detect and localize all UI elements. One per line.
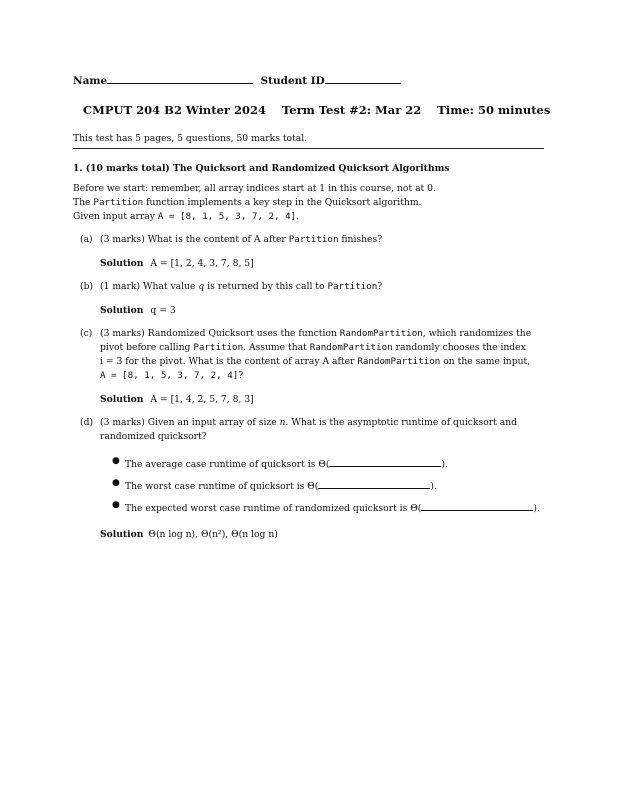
course-header bbox=[83, 103, 550, 117]
solution-label: Solution bbox=[100, 305, 144, 316]
partition-code: Partition bbox=[93, 197, 144, 208]
q1d-bullet-3 bbox=[125, 499, 540, 514]
student-id-blank[interactable] bbox=[325, 72, 401, 84]
q1a-text bbox=[100, 234, 382, 245]
q1d-l1-a: (3 marks) Given an input array of size bbox=[100, 417, 280, 428]
q1c-l3-a: i = 3 for the pivot. What is the content of array A after bbox=[100, 356, 358, 367]
q1c-solution bbox=[100, 394, 254, 405]
header-divider bbox=[73, 148, 544, 149]
random-partition-code: RandomPartition bbox=[309, 342, 393, 353]
randomized-worst-case-blank[interactable] bbox=[421, 499, 533, 511]
q1d-l1-b: . What is the asymptotic runtime of quicksort and bbox=[285, 417, 518, 428]
q1c-l4-b: ? bbox=[238, 370, 244, 381]
q1b-text-a: (1 mark) What value bbox=[100, 281, 199, 292]
q1b-text-c: ? bbox=[377, 281, 383, 292]
q1-intro-line-2 bbox=[73, 197, 421, 208]
random-partition-code: RandomPartition bbox=[357, 356, 441, 367]
q1c-line-3 bbox=[100, 356, 530, 367]
bullet-3-dot: ● bbox=[112, 500, 120, 510]
intro2-text: The bbox=[73, 197, 94, 208]
bullet-3-text: The expected worst case runtime of randomized quicksort is Θ( bbox=[125, 503, 422, 514]
q1a-text-b: finishes? bbox=[338, 234, 383, 245]
q1c-l2-a: pivot before calling bbox=[100, 342, 194, 353]
course-title: CMPUT 204 B2 Winter 2024 bbox=[83, 103, 266, 117]
q1c-l1-b: , which randomizes the bbox=[422, 328, 532, 339]
q1a-label: (a) bbox=[80, 234, 93, 245]
q1c-l1-a: (3 marks) Randomized Quicksort uses the function bbox=[100, 328, 340, 339]
intro3-text: Given input array bbox=[73, 211, 158, 222]
q1c-line-4 bbox=[100, 370, 243, 381]
q1a-answer: A = [1, 2, 4, 3, 7, 8, 5] bbox=[150, 258, 254, 269]
q1c-l2-b: . Assume that bbox=[243, 342, 310, 353]
q1d-var: n bbox=[279, 417, 286, 428]
q1-intro-line-1: Before we start: remember, all array indices start at 1 in this course, not at 0. bbox=[73, 183, 436, 194]
q1b-text-b: is returned by this call to bbox=[204, 281, 328, 292]
solution-label: Solution bbox=[100, 258, 144, 269]
input-array-code: A = [8, 1, 5, 3, 7, 2, 4] bbox=[157, 211, 297, 222]
q1a-text-a: (3 marks) What is the content of A after bbox=[100, 234, 289, 245]
q1b-answer: q = 3 bbox=[150, 305, 176, 316]
random-partition-code: RandomPartition bbox=[339, 328, 423, 339]
bullet-2-text: The worst case runtime of quicksort is Θ( bbox=[125, 481, 319, 492]
q1c-l3-b: on the same input, bbox=[440, 356, 531, 367]
test-info: This test has 5 pages, 5 questions, 50 marks total. bbox=[73, 133, 308, 144]
q1d-answer: Θ(n log n), Θ(n²), Θ(n log n) bbox=[148, 529, 278, 540]
bullet-2-dot: ● bbox=[112, 478, 120, 488]
partition-code: Partition bbox=[193, 342, 244, 353]
q1d-line-1 bbox=[100, 417, 517, 428]
student-id-label: Student ID bbox=[260, 75, 325, 87]
q1c-line-1 bbox=[100, 328, 531, 339]
q1d-bullet-2 bbox=[125, 477, 437, 492]
input-array-code: A = [8, 1, 5, 3, 7, 2, 4] bbox=[100, 370, 239, 381]
bullet-3-close: ). bbox=[533, 503, 540, 514]
name-field-row bbox=[73, 72, 401, 87]
test-title: Term Test #2: Mar 22 bbox=[282, 103, 422, 117]
q1-intro-line-3 bbox=[73, 211, 299, 222]
q1b-label: (b) bbox=[80, 281, 94, 292]
q1b-solution bbox=[100, 305, 176, 316]
intro2-text-b: function implements a key step in the Quicksort algorithm. bbox=[143, 197, 422, 208]
q1d-label: (d) bbox=[80, 417, 94, 428]
q1c-line-2 bbox=[100, 342, 526, 353]
question-1-title: 1. (10 marks total) The Quicksort and Randomized Quicksort Algorithms bbox=[73, 163, 450, 174]
worst-case-blank[interactable] bbox=[318, 477, 430, 489]
q1c-answer: A = [1, 4, 2, 5, 7, 8, 3] bbox=[150, 394, 254, 405]
q1b-code: Partition bbox=[327, 281, 378, 292]
bullet-1-text: The average case runtime of quicksort is Θ( bbox=[125, 459, 330, 470]
q1b-var: q bbox=[198, 281, 205, 292]
time-limit: Time: 50 minutes bbox=[437, 103, 551, 117]
name-label: Name bbox=[73, 75, 108, 87]
q1d-solution bbox=[100, 529, 278, 540]
q1b-text bbox=[100, 281, 382, 292]
intro3-text-b: . bbox=[296, 211, 300, 222]
average-case-blank[interactable] bbox=[329, 455, 441, 467]
q1a-solution bbox=[100, 258, 254, 269]
name-blank[interactable] bbox=[107, 72, 253, 84]
solution-label: Solution bbox=[100, 394, 144, 405]
bullet-1-close: ). bbox=[441, 459, 448, 470]
q1c-label: (c) bbox=[80, 328, 93, 339]
solution-label: Solution bbox=[100, 529, 144, 540]
q1d-line-2: randomized quicksort? bbox=[100, 431, 207, 442]
q1d-bullet-1 bbox=[125, 455, 448, 470]
bullet-1-dot: ● bbox=[112, 456, 120, 466]
q1a-code: Partition bbox=[288, 234, 339, 245]
bullet-2-close: ). bbox=[430, 481, 437, 492]
q1c-l2-c: randomly chooses the index bbox=[392, 342, 526, 353]
